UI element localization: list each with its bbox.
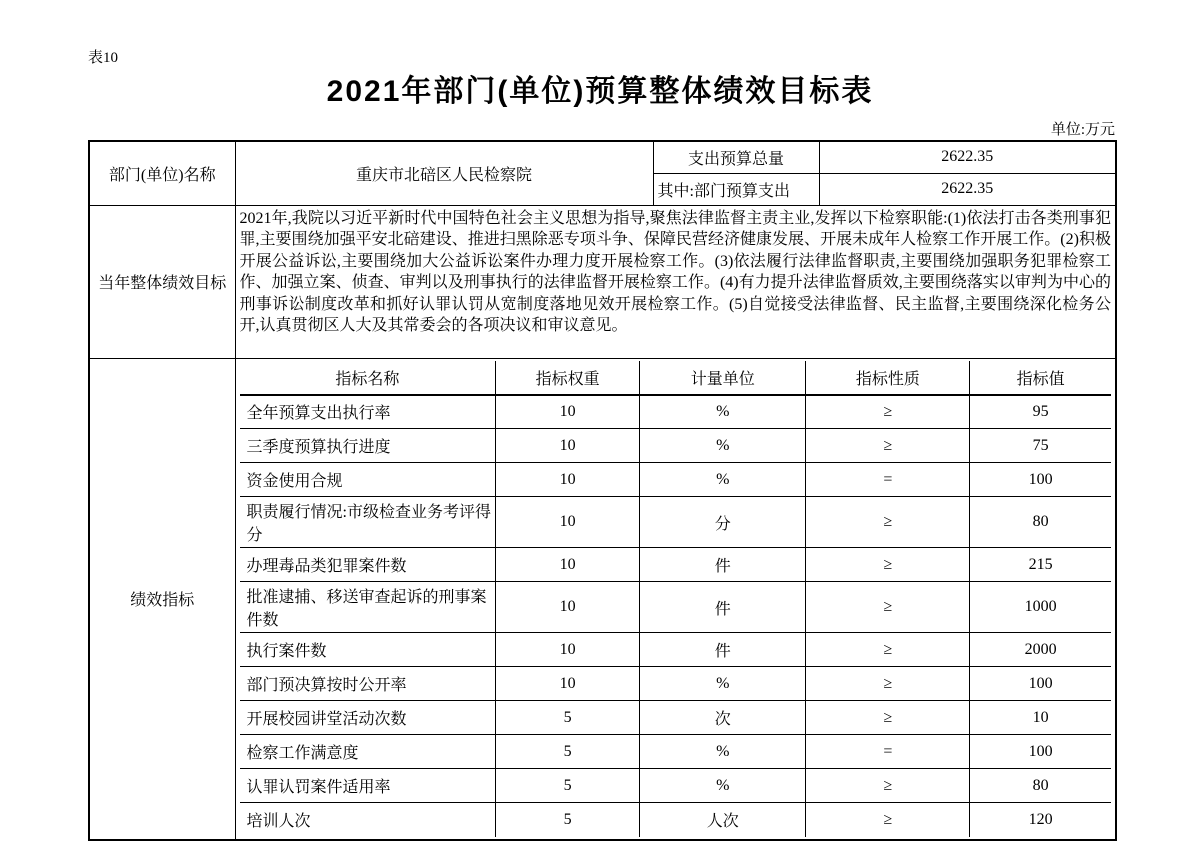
indicator-cell-unit: 件: [640, 548, 806, 582]
indicator-row: [240, 735, 1112, 769]
annual-goal-text-cell: 2021年,我院以习近平新时代中国特色社会主义思想为指导,聚焦法律监督主责主业,发挥以下检察职能:(1)依法打击各类刑事犯罪,主要围绕加强平安北碚建设、推进扫黑除恶专项斗争、保障民营经济健康发展、开展未成年人检察工作开展工作。(2)积极开展公益诉讼,主要围绕加大公益诉讼案件办理力度开展检察工作。(3)依法履行法律监督职责,主要围绕加强职务犯罪检察工作、加强立案、侦查、审判以及刑事执行的法律监督开展检察工作。(4)有力提升法律监督质效,主要围绕落实以审判为中心的刑事诉讼制度改革和抓好认罪认罚从宽制度落地见效开展检察工作。(5)自觉接受法律监督、民主监督,主要围绕深化检务公开,认真贯彻区人大及其常委会的各项决议和审议意见。: [235, 205, 1116, 358]
indicator-cell-nature: ≥: [806, 582, 970, 633]
page-title: 2021年部门(单位)预算整体绩效目标表: [326, 75, 874, 108]
indicator-header-row: [240, 361, 1112, 395]
indicator-cell-unit: %: [640, 463, 806, 497]
indicator-cell-weight: 10: [496, 582, 640, 633]
indicator-cell-name: 执行案件数: [240, 633, 496, 667]
indicators-table-cell: [235, 358, 1116, 840]
dept-name-cell: 重庆市北碚区人民检察院: [235, 141, 653, 205]
indicator-cell-name: 检察工作满意度: [240, 735, 496, 769]
indicator-cell-name: 部门预决算按时公开率: [240, 667, 496, 701]
indicator-row: [240, 463, 1112, 497]
indicator-cell-unit: 分: [640, 497, 806, 548]
dept-info-row: [89, 141, 1116, 173]
indicators-row: [89, 358, 1116, 840]
indicator-cell-value: 100: [970, 667, 1111, 701]
indicator-cell-nature: ≥: [806, 497, 970, 548]
indicators-label-cell: 绩效指标: [89, 358, 235, 840]
indicators-table: [240, 361, 1112, 837]
col-header-value: 指标值: [970, 361, 1111, 395]
indicator-cell-name: 培训人次: [240, 803, 496, 837]
indicator-cell-nature: ≥: [806, 633, 970, 667]
indicator-cell-unit: 件: [640, 582, 806, 633]
indicator-cell-value: 120: [970, 803, 1111, 837]
unit-note: 单位:万元: [1050, 122, 1115, 138]
table-number: 表10: [88, 50, 119, 66]
dept-budget-label-cell: 其中:部门预算支出: [653, 173, 819, 205]
indicator-row: [240, 769, 1112, 803]
indicator-row: [240, 395, 1112, 429]
dept-budget-value-cell: 2622.35: [819, 173, 1116, 205]
indicator-cell-nature: ≥: [806, 701, 970, 735]
indicator-cell-weight: 5: [496, 769, 640, 803]
indicator-cell-nature: =: [806, 463, 970, 497]
indicator-cell-nature: ≥: [806, 667, 970, 701]
indicator-cell-name: 职责履行情况:市级检查业务考评得分: [240, 497, 496, 548]
col-header-unit: 计量单位: [640, 361, 806, 395]
indicator-cell-unit: %: [640, 735, 806, 769]
indicator-cell-unit: 人次: [640, 803, 806, 837]
indicator-cell-unit: %: [640, 395, 806, 429]
indicator-cell-unit: 件: [640, 633, 806, 667]
indicator-cell-weight: 10: [496, 429, 640, 463]
annual-goal-row: [89, 205, 1116, 358]
indicator-cell-unit: %: [640, 429, 806, 463]
indicator-cell-weight: 10: [496, 548, 640, 582]
indicator-row: [240, 582, 1112, 633]
indicator-cell-name: 认罪认罚案件适用率: [240, 769, 496, 803]
indicator-cell-value: 1000: [970, 582, 1111, 633]
indicator-cell-weight: 10: [496, 667, 640, 701]
budget-table: [88, 140, 1117, 841]
indicator-cell-value: 2000: [970, 633, 1111, 667]
indicator-cell-value: 100: [970, 463, 1111, 497]
indicator-cell-nature: ≥: [806, 803, 970, 837]
indicator-cell-nature: ≥: [806, 548, 970, 582]
indicator-cell-nature: ≥: [806, 429, 970, 463]
indicator-cell-value: 80: [970, 497, 1111, 548]
indicator-row: [240, 667, 1112, 701]
col-header-name: 指标名称: [240, 361, 496, 395]
indicator-cell-unit: %: [640, 769, 806, 803]
indicator-cell-nature: ≥: [806, 395, 970, 429]
annual-goal-label-cell: 当年整体绩效目标: [89, 205, 235, 358]
indicator-row: [240, 803, 1112, 837]
indicator-cell-unit: 次: [640, 701, 806, 735]
indicator-cell-weight: 10: [496, 497, 640, 548]
expense-total-label-cell: 支出预算总量: [653, 141, 819, 173]
indicator-cell-weight: 10: [496, 395, 640, 429]
indicator-row: [240, 633, 1112, 667]
indicator-cell-value: 75: [970, 429, 1111, 463]
indicator-cell-nature: ≥: [806, 769, 970, 803]
indicator-cell-weight: 10: [496, 463, 640, 497]
col-header-weight: 指标权重: [496, 361, 640, 395]
indicator-cell-weight: 10: [496, 633, 640, 667]
indicator-cell-name: 三季度预算执行进度: [240, 429, 496, 463]
indicator-row: [240, 548, 1112, 582]
indicator-cell-name: 批准逮捕、移送审查起诉的刑事案件数: [240, 582, 496, 633]
indicator-row: [240, 701, 1112, 735]
indicator-cell-value: 10: [970, 701, 1111, 735]
indicator-cell-weight: 5: [496, 803, 640, 837]
indicator-row: [240, 497, 1112, 548]
indicator-cell-name: 资金使用合规: [240, 463, 496, 497]
col-header-nature: 指标性质: [806, 361, 970, 395]
indicator-cell-value: 95: [970, 395, 1111, 429]
indicator-row: [240, 429, 1112, 463]
indicator-cell-nature: =: [806, 735, 970, 769]
indicator-cell-name: 全年预算支出执行率: [240, 395, 496, 429]
indicator-cell-name: 办理毒品类犯罪案件数: [240, 548, 496, 582]
indicator-cell-name: 开展校园讲堂活动次数: [240, 701, 496, 735]
indicator-cell-weight: 5: [496, 701, 640, 735]
indicator-cell-value: 80: [970, 769, 1111, 803]
dept-label-cell: 部门(单位)名称: [89, 141, 235, 205]
expense-total-value-cell: 2622.35: [819, 141, 1116, 173]
indicator-cell-unit: %: [640, 667, 806, 701]
indicator-cell-value: 100: [970, 735, 1111, 769]
indicator-cell-weight: 5: [496, 735, 640, 769]
indicator-cell-value: 215: [970, 548, 1111, 582]
indicator-body: [240, 395, 1112, 837]
